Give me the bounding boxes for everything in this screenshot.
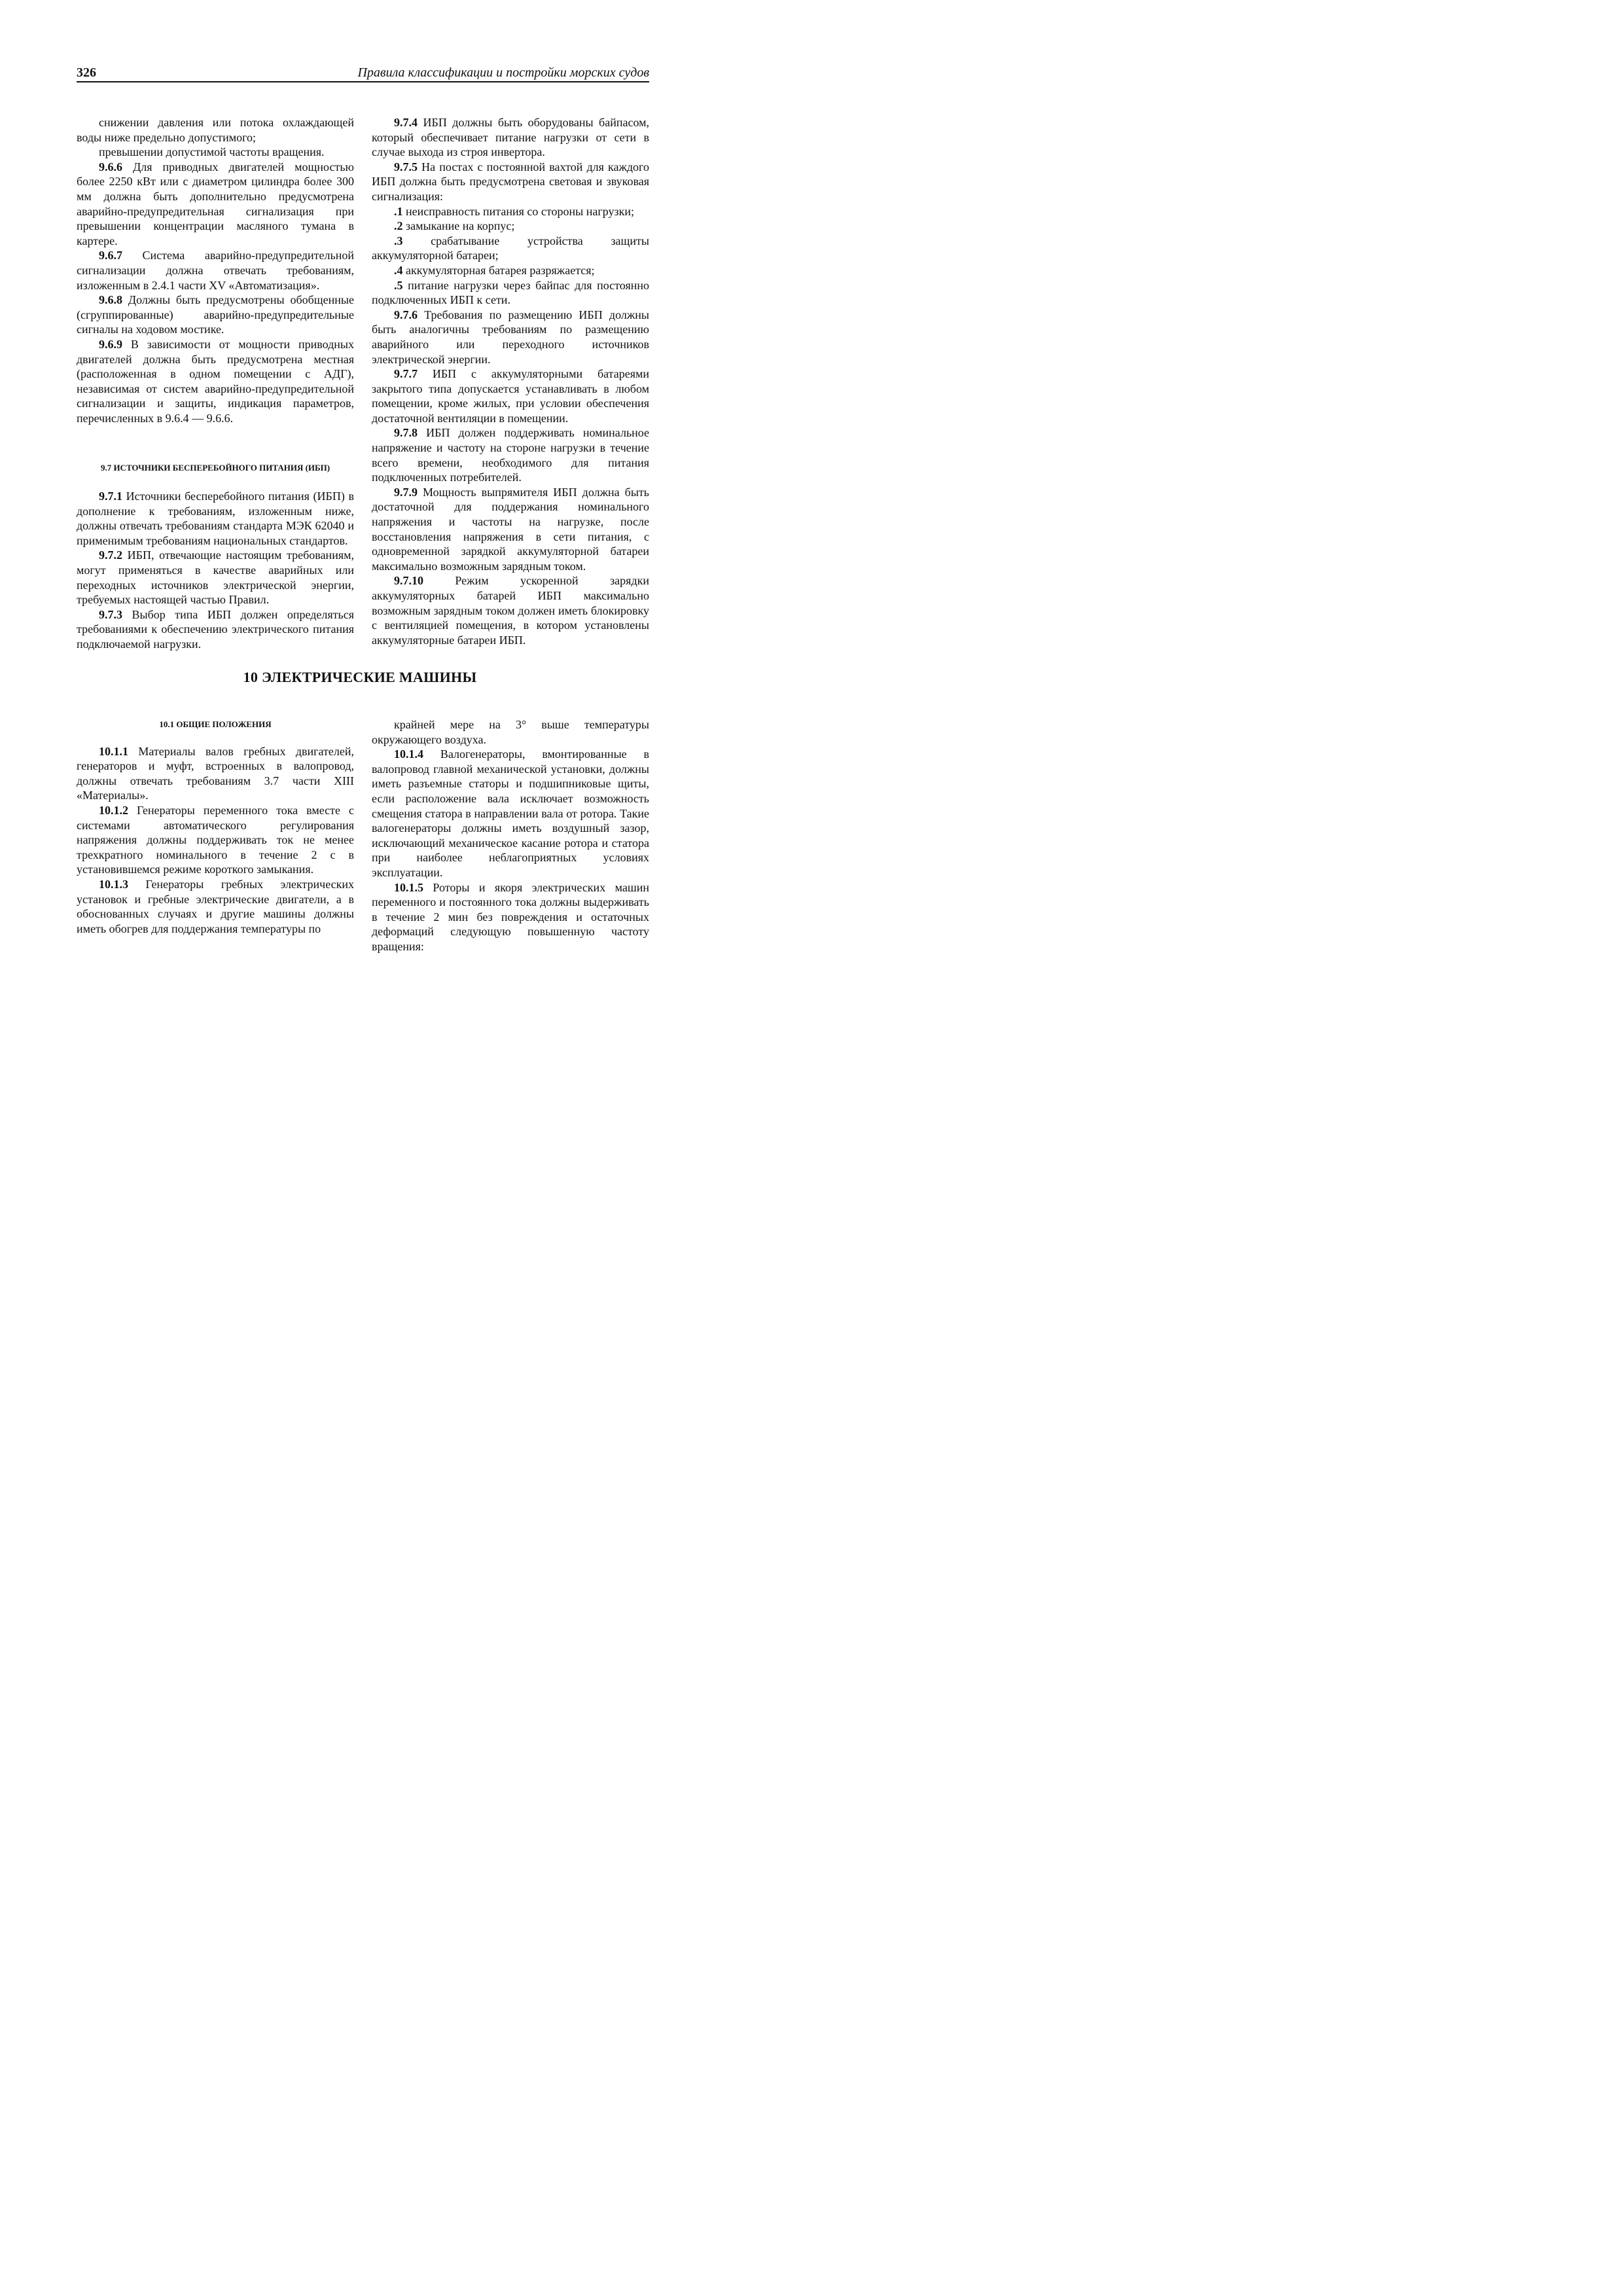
paragraph [372, 234, 649, 263]
clause-text: На постах с постоянной вахтой для каждого ИБП должна быть предусмотрена световая и звуковая сигнализация: [372, 160, 649, 203]
clause-number: 9.7.4 [394, 116, 418, 129]
clause-text: ИБП с аккумуляторными батареями закрытого типа допускается устанавливать в любом помещении, кроме жилых, при условии обеспечения достаточной вентиляции в помещении. [372, 367, 649, 425]
clause-number: 9.6.9 [99, 337, 122, 351]
paragraph [77, 293, 354, 337]
clause-text: питание нагрузки через байпас для постоянно подключенных ИБП к сети. [372, 278, 649, 307]
paragraph [372, 425, 649, 484]
clause-text: ИБП, отвечающие настоящим требованиям, могут применяться в качестве аварийных или переходных источников электрической энергии, требуемых настоящей частью Правил. [77, 548, 354, 607]
clause-number: 9.7.10 [394, 574, 423, 588]
paragraph [372, 263, 649, 278]
clause-number: .2 [394, 219, 403, 233]
paragraph-group-bottom-left [77, 744, 354, 937]
paragraph [77, 248, 354, 293]
paragraph [372, 717, 649, 747]
column-top-right [372, 115, 649, 647]
clause-number: 10.1.3 [99, 877, 128, 891]
paragraph [77, 337, 354, 426]
paragraph [77, 160, 354, 249]
chapter-title: 10 ЭЛЕКТРИЧЕСКИЕ МАШИНЫ [243, 669, 477, 685]
clause-number: 9.7.9 [394, 485, 418, 499]
paragraph [77, 548, 354, 607]
clause-text: Роторы и якоря электрических машин переменного и постоянного тока должны выдерживать в течение 2 мин без повреждения и остаточных деформаций следующую повышенную частоту вращения: [372, 880, 649, 953]
column-bottom-right [372, 717, 649, 954]
paragraph-group-top-left [77, 115, 354, 425]
paragraph [77, 877, 354, 936]
paragraph [372, 278, 649, 308]
clause-number: .1 [394, 204, 403, 218]
clause-text: замыкание на корпус; [402, 219, 515, 233]
clause-text: Режим ускоренной зарядки аккумуляторных батарей ИБП максимально возможным зарядным током должен иметь блокировку с вентиляцией помещения, в котором установлены аккумуляторные батареи ИБП. [372, 574, 649, 647]
paragraph-group-bottom-right [372, 717, 649, 954]
clause-text: Генераторы гребных электрических установок и гребные электрические двигатели, а в обоснованных случаях и другие машины должны иметь обогрев для поддержания температуры по [77, 877, 354, 935]
clause-number: 10.1.4 [394, 747, 423, 761]
clause-number: 9.6.8 [99, 293, 122, 307]
clause-number: .4 [394, 263, 403, 277]
paragraph [372, 747, 649, 880]
clause-number: 9.7.5 [394, 160, 418, 173]
clause-text: В зависимости от мощности приводных двигателей должна быть предусмотрена местная (расположенная в одном помещении с АДГ), независимая от систем аварийно-предупредительной сигнализации и защиты, индикация параметров, перечисленных в 9.6.4 — 9.6.6. [77, 337, 354, 425]
clause-text: неисправность питания со стороны нагрузки; [402, 204, 634, 218]
column-bottom-left [77, 717, 354, 936]
clause-text: Требования по размещению ИБП должны быть аналогичны требованиям по размещению аварийного или переходного источников электрической энергии. [372, 308, 649, 366]
column-top-left [77, 115, 354, 652]
page-number: 326 [77, 65, 96, 80]
clause-number: 9.7.6 [394, 308, 418, 321]
clause-text: Мощность выпрямителя ИБП должна быть достаточной для поддержания номинального напряжения и частоты на нагрузке, после восстановления напряжения в сети питания, с одновременной зарядкой аккумуляторной батареи максимально возможным зарядным током. [372, 485, 649, 573]
clause-number: .5 [394, 278, 403, 292]
clause-number: 9.7.1 [99, 490, 122, 503]
paragraph [77, 115, 354, 145]
paragraph [77, 489, 354, 548]
clause-text: Система аварийно-предупредительной сигнализации должна отвечать требованиям, изложенным в 2.4.1 части XV «Автоматизация». [77, 249, 354, 292]
paragraph [77, 744, 354, 803]
clause-text: снижении давления или потока охлаждающей воды ниже предельно допустимого; [77, 116, 354, 144]
paragraph-group-top-right [372, 115, 649, 647]
clause-text: Валогенераторы, вмонтированные в валопровод главной механической установки, должны иметь разъемные статоры и подшипниковые щиты, если расположение вала исключает возможность смещения статора в направлении вала от ротора. Такие валогенераторы должны иметь воздушный зазор, исключающий механическое касание ротора и статора при наиболее неблагоприятных условиях эксплуатации. [372, 747, 649, 879]
clause-text: ИБП должен поддерживать номинальное напряжение и частоту на стороне нагрузки в течение всего времени, необходимого для питания подключенных потребителей. [372, 426, 649, 484]
paragraph [372, 880, 649, 954]
clause-text: превышении допустимой частоты вращения. [99, 145, 325, 159]
clause-number: 10.1.1 [99, 744, 128, 758]
clause-number: .3 [394, 234, 403, 247]
paragraph [372, 367, 649, 425]
clause-number: 9.6.7 [99, 249, 122, 262]
clause-text: Материалы валов гребных двигателей, генераторов и муфт, встроенных в валопровод, должны отвечать требованиям 3.7 части XIII «Материалы». [77, 744, 354, 802]
clause-number: 9.7.8 [394, 426, 418, 440]
section-heading-9-7: 9.7 ИСТОЧНИКИ БЕСПЕРЕБОЙНОГО ПИТАНИЯ (ИБП) [100, 463, 330, 473]
clause-text: Источники бесперебойного питания (ИБП) в дополнение к требованиям, изложенным ниже, должны отвечать требованиям стандарта МЭК 62040 и применимым требованиям национальных стандартов. [77, 490, 354, 547]
clause-text: Выбор типа ИБП должен определяться требованиями к обеспечению электрического питания подключаемой нагрузки. [77, 607, 354, 651]
paragraph [372, 160, 649, 204]
clause-text: аккумуляторная батарея разряжается; [402, 263, 595, 277]
clause-number: 10.1.2 [99, 803, 128, 817]
clause-text: Генераторы переменного тока вместе с системами автоматического регулирования напряжения должны поддерживать ток не менее трехкратного номинального в течение 2 с в установившемся режиме короткого замыкания. [77, 803, 354, 876]
paragraph [372, 573, 649, 647]
clause-number: 9.6.6 [99, 160, 122, 173]
paragraph [372, 115, 649, 160]
section-heading-10-1: 10.1 ОБЩИЕ ПОЛОЖЕНИЯ [159, 719, 272, 729]
clause-text: Должны быть предусмотрены обобщенные (сгруппированные) аварийно-предупредительные сигналы на ходовом мостике. [77, 293, 354, 336]
running-header-title: Правила классификации и постройки морских судов [357, 65, 649, 80]
clause-number: 10.1.5 [394, 880, 423, 894]
clause-text: Для приводных двигателей мощностью более 2250 кВт или с диаметром цилиндра более 300 мм должна быть дополнительно предусмотрена аварийно-предупредительная сигнализация при превышении концентрации масляного тумана в картере. [77, 160, 354, 247]
clause-text: ИБП должны быть оборудованы байпасом, который обеспечивает питание нагрузки от сети в случае выхода из строя инвертора. [372, 116, 649, 159]
paragraph-group-9-7-left [77, 489, 354, 652]
clause-number: 9.7.7 [394, 367, 418, 381]
clause-number: 9.7.3 [99, 607, 122, 621]
clause-text: крайней мере на 3° выше температуры окружающего воздуха. [372, 718, 649, 746]
paragraph [372, 485, 649, 574]
paragraph [77, 803, 354, 877]
clause-text: срабатывание устройства защиты аккумуляторной батареи; [372, 234, 649, 262]
clause-number: 9.7.2 [99, 548, 122, 562]
paragraph [77, 145, 354, 160]
paragraph [372, 204, 649, 219]
paragraph [372, 219, 649, 234]
header-rule [77, 81, 649, 82]
paragraph [372, 308, 649, 367]
paragraph [77, 607, 354, 652]
